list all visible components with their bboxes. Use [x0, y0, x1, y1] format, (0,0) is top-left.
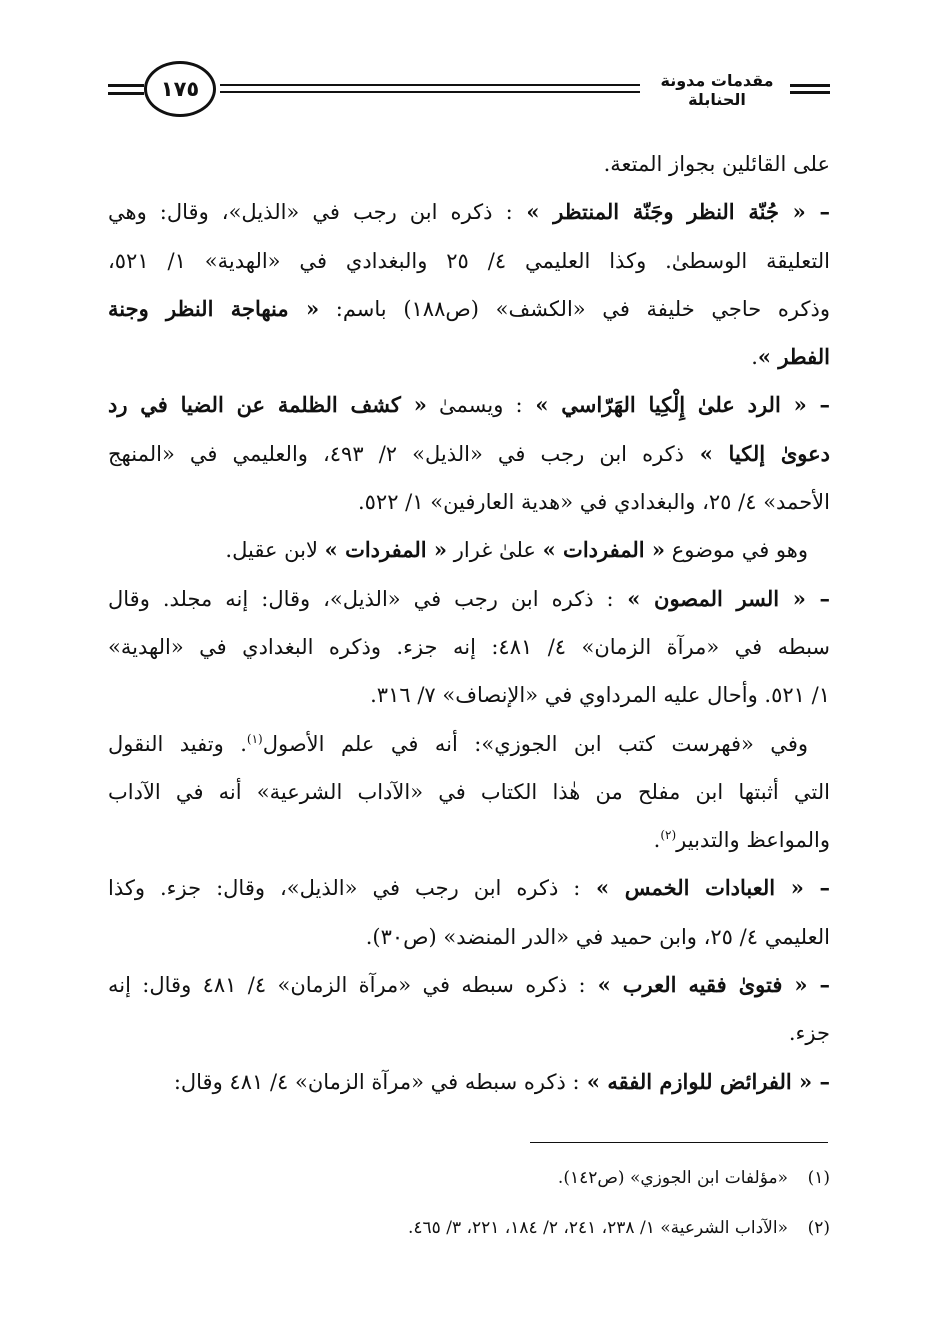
text-line: [108, 333, 830, 381]
text-run: . وتفيد النقول: [108, 731, 247, 756]
text-line: [108, 768, 830, 816]
book-title: « كشف الظلمة عن الضيا في رد: [108, 392, 427, 418]
text-run: سبطه في «مرآة الزمان» ٤/ ٤٨١: إنه جزء. وذكره البغدادي في «الهدية»: [108, 634, 830, 659]
text-run: : ذكره ابن رجب في «الذيل»، وقال: جزء. وكذا: [108, 876, 581, 901]
book-title: « منهاجة النظر وجنة: [108, 295, 320, 321]
text-line: [108, 430, 830, 478]
text-line: [108, 575, 830, 623]
text-line: [108, 381, 830, 429]
text-run: ذكره ابن رجب في «الذيل» ٢/ ٤٩٣، والعليمي في «المنهج: [108, 441, 685, 466]
text-run: على القائلين بجواز المتعة.: [603, 152, 830, 176]
footnote-number: (٢): [807, 1218, 830, 1238]
text-line: [108, 237, 830, 285]
book-title: – « جُنّة النظر وجَنّة المنتظر »: [512, 199, 830, 225]
book-title: – « السر المصون »: [613, 585, 830, 611]
text-run: .: [751, 345, 758, 370]
text-line: [108, 671, 830, 719]
header-rule: [790, 84, 830, 87]
book-title: الفطر »: [757, 344, 830, 370]
text-line: [108, 961, 830, 1009]
text-run: : ويسمىٰ: [426, 393, 523, 418]
text-run: لابن عقيل.: [225, 538, 325, 563]
text-run: : ذكره ابن رجب في «الذيل»، وقال: وهي: [108, 200, 513, 225]
text-run: جزء.: [788, 1021, 830, 1046]
footnote-ref: (٢): [660, 828, 677, 843]
footnote-number: (١): [807, 1168, 830, 1188]
text-run: وذكره حاجي خليفة في «الكشف» (ص١٨٨) باسم:: [319, 296, 830, 321]
header-rule: [108, 84, 144, 87]
text-line: [108, 720, 830, 768]
page-header: [108, 58, 830, 120]
body-text: [108, 140, 830, 1106]
text-run: والمواعظ والتدبير: [676, 828, 830, 853]
header-rule: [220, 91, 640, 93]
header-rule: [790, 91, 830, 94]
text-run: وفي «فهرست كتب ابن الجوزي»: أنه في علم الأصول: [262, 731, 808, 756]
text-line: [108, 913, 830, 961]
book-title: « المفردات »: [324, 537, 448, 563]
text-run: التي أثبتها ابن مفلح من هٰذا الكتاب في «الآداب الشرعية» أنه في الآداب: [108, 779, 830, 804]
book-title: – « الرد علىٰ إِلْكِيا الهَرّاسي »: [522, 392, 830, 418]
text-run: العليمي ٤/ ٢٥، وابن حميد في «الدر المنضد» (ص٣٠).: [365, 924, 830, 949]
page-number-badge: [144, 61, 216, 117]
footnotes: [108, 1160, 830, 1260]
text-line: [108, 623, 830, 671]
text-run: : ذكره ابن رجب في «الذيل»، وقال: إنه مجلد. وقال: [108, 586, 614, 611]
page-number: ١٧٥: [160, 77, 200, 101]
book-title: دعوىٰ إلكيا »: [684, 440, 830, 466]
book-title: – « العبادات الخمس »: [580, 875, 830, 901]
text-line: [108, 478, 830, 526]
text-run: علىٰ غرار: [447, 538, 543, 563]
text-line: [108, 140, 830, 188]
text-line: [108, 816, 830, 864]
text-run: ١/ ٥٢١. وأحال عليه المرداوي في «الإنصاف» ٧/ ٣١٦.: [370, 683, 830, 708]
text-line: [108, 188, 830, 236]
footnote: [108, 1160, 830, 1210]
text-run: : ذكره سبطه في «مرآة الزمان» ٤/ ٤٨١ وقال: إنه: [108, 973, 586, 998]
text-run: .: [653, 828, 661, 853]
text-line: [108, 864, 830, 912]
text-run: التعليقة الوسطىٰ. وكذا العليمي ٤/ ٢٥ والبغدادي في «الهدية» ١/ ٥٢١،: [108, 248, 830, 273]
footnote-text: «الآداب الشرعية» ١/ ٢٣٨، ٢٤١، ٢/ ١٨٤، ٢٢١، ٣/ ٤٦٥.: [407, 1218, 788, 1238]
text-line: [108, 1058, 830, 1106]
header-rule: [220, 84, 640, 86]
text-run: الأحمد» ٤/ ٢٥، والبغدادي في «هدية العارفين» ١/ ٥٢٢.: [357, 490, 830, 515]
footnote-separator: [530, 1142, 828, 1143]
header-rule: [108, 92, 144, 95]
text-run: وهو في موضوع: [665, 538, 808, 563]
book-title: – « فتوىٰ فقيه العرب »: [585, 972, 830, 998]
text-line: [108, 285, 830, 333]
book-title: – « الفرائض للوازم الفقه »: [579, 1068, 830, 1094]
text-line: [108, 1009, 830, 1057]
running-title: مقدمات مدونة الحنابلة: [660, 71, 774, 109]
text-line: [108, 526, 830, 574]
footnote: [108, 1210, 830, 1260]
book-title: « المفردات »: [542, 537, 666, 563]
footnote-text: «مؤلفات ابن الجوزي» (ص١٤٢).: [557, 1168, 788, 1188]
text-run: : ذكره سبطه في «مرآة الزمان» ٤/ ٤٨١ وقال:: [173, 1069, 580, 1094]
footnote-ref: (١): [246, 731, 263, 746]
